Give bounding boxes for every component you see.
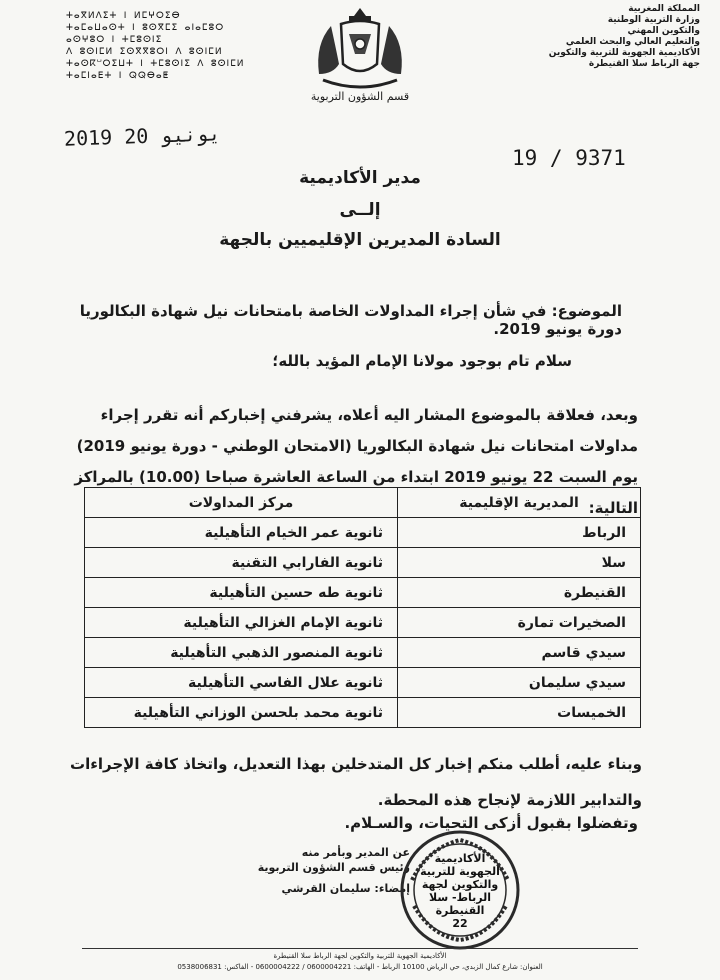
cell-directorate: الخميسات <box>398 698 641 728</box>
stamp-text <box>418 852 502 930</box>
body-paragraph: وبعد، فعلاقة بالموضوع المشار اليه أعلاه، يشرفني إخباركم أنه تقرر إجراء مداولات امتحانات نيل شهادة البكالوريا (الامتحان الوطني - دورة يونيو 2019) يوم السبت 22 يونيو 2019 ابتداء من الساعة العاشرة صباحا (10.00) بالمراكز التالية: <box>74 406 638 517</box>
cell-center: ثانوية علال الفاسي التأهيلية <box>85 668 398 698</box>
crest-caption: قسم الشؤون التربوية <box>310 90 410 103</box>
deliberation-centers-table <box>84 487 641 728</box>
table-row <box>85 638 641 668</box>
footer <box>82 948 638 973</box>
cell-directorate: الرباط <box>398 518 641 548</box>
sender-title: مدير الأكاديمية <box>299 168 421 188</box>
cell-directorate: سيدي سليمان <box>398 668 641 698</box>
header-right-line: وزارة التربية الوطنية <box>607 15 700 25</box>
signature-line: عن المدير وبأمر منه <box>301 846 410 859</box>
cell-center: ثانوية محمد بلحسن الوزاني التأهيلية <box>85 698 398 728</box>
signature-block <box>210 845 410 896</box>
cell-center: ثانوية الإمام الغزالي التأهيلية <box>85 608 398 638</box>
cell-directorate: الصخيرات تمارة <box>398 608 641 638</box>
header-right-line: الأكاديمية الجهوية للتربية والتكوين <box>548 48 700 58</box>
table-row <box>85 578 641 608</box>
cell-directorate: القنيطرة <box>398 578 641 608</box>
header-left-line: ⵜⴰⵎⵏⴰⴹⵜ ⵏ ⵕⵕⴱⴰⵟ <box>66 71 170 81</box>
header-left-line: ⵜⴰⵎⴰⵡⴰⵙⵜ ⵏ ⵓⵙⴳⵎⵉ ⴰⵏⴰⵎⵓⵔ <box>66 23 225 33</box>
cell-directorate: سلا <box>398 548 641 578</box>
cell-center: ثانوية طه حسين التأهيلية <box>85 578 398 608</box>
cell-center: ثانوية عمر الخيام التأهيلية <box>85 518 398 548</box>
header-left-line: ⴰⵙⵖⵓⵔ ⵏ ⵜⵎⵓⵙⵏⵉ <box>66 35 163 45</box>
closing-paragraph: وبناء عليه، أطلب منكم إخبار كل المتدخلين بهذا التعديل، واتخاذ كافة الإجراءات والتدابير اللازمة لإنجاح هذه المحطة. <box>70 755 642 809</box>
signature-line: رئيس قسم الشؤون التربوية <box>257 861 410 874</box>
stamp-line: الأكاديمية <box>434 852 486 865</box>
royal-crest <box>300 4 420 114</box>
stamp-line: الجهوية للتربية <box>420 865 500 878</box>
column-header-directorate: المديرية الإقليمية <box>398 488 641 518</box>
stamp-line: القنيطرة <box>435 904 485 917</box>
date-stamp: 2019 يونيو 20 <box>63 121 221 151</box>
footer-line: العنوان: شارع كمال الزبدي، حي الرياض 10100 الرباط - الهاتف: 0600004221 / 0600004222 - الفاكس: 0538006831 <box>177 963 543 971</box>
footer-line: الأكاديمية الجهوية للتربية والتكوين لجهة الرباط سلا القنيطرة <box>273 952 447 960</box>
header-left-line: ⵜⴰⴳⵍⴷⵉⵜ ⵏ ⵍⵎⵖⵔⵉⴱ <box>66 11 181 21</box>
table-header-row <box>85 488 641 518</box>
table-row <box>85 518 641 548</box>
header-tifinagh <box>66 10 296 82</box>
header-right-line: والتكوين المهني <box>627 26 700 36</box>
stamp-line: والتكوين لجهة <box>421 878 499 891</box>
cell-center: ثانوية المنصور الذهبي التأهيلية <box>85 638 398 668</box>
stamp-line: 22 <box>452 917 468 930</box>
addressee: السادة المديرين الإقليميين بالجهة <box>219 230 501 250</box>
to-label: إلــى <box>339 200 381 220</box>
cell-center: ثانوية الفارابي التقنية <box>85 548 398 578</box>
header-left-line: ⴷ ⵓⵙⵏⵎⵍ ⵉⵙⴳⴳⵓⵔⵏ ⴷ ⵓⵙⵏⵎⵍ <box>66 47 223 57</box>
table-row <box>85 608 641 638</box>
crest-icon <box>305 4 415 92</box>
header-right-line: المملكة المغربية <box>628 4 700 14</box>
header-left-line: ⵜⴰⵙⴽⵯⵔⵉⵡⵜ ⵏ ⵜⵎⵓⵙⵏⵉ ⴷ ⵓⵙⵏⵎⵍ <box>66 59 245 69</box>
cell-directorate: سيدي قاسم <box>398 638 641 668</box>
header-arabic <box>520 4 700 70</box>
table-row <box>85 668 641 698</box>
reference-number: 19 / 9371 <box>512 146 626 170</box>
header-right-line: والتعليم العالي والبحث العلمي <box>565 37 700 47</box>
table-row <box>85 548 641 578</box>
column-header-center: مركز المداولات <box>85 488 398 518</box>
stamp-line: الرباط- سلا <box>429 891 491 904</box>
signatory-name: إمضاء: سليمان القرشي <box>281 882 410 895</box>
header-right-line: جهة الرباط سلا القنيطرة <box>588 59 700 69</box>
greeting: سلام تام بوجود مولانا الإمام المؤيد بالله؛ <box>272 352 572 370</box>
table-row <box>85 698 641 728</box>
subject-line: الموضوع: في شأن إجراء المداولات الخاصة بامتحانات نيل شهادة البكالوريا دورة يونيو 2019. <box>79 302 622 338</box>
signoff: وتفضلوا بقبول أزكى التحيات، والسـلام. <box>344 814 638 832</box>
